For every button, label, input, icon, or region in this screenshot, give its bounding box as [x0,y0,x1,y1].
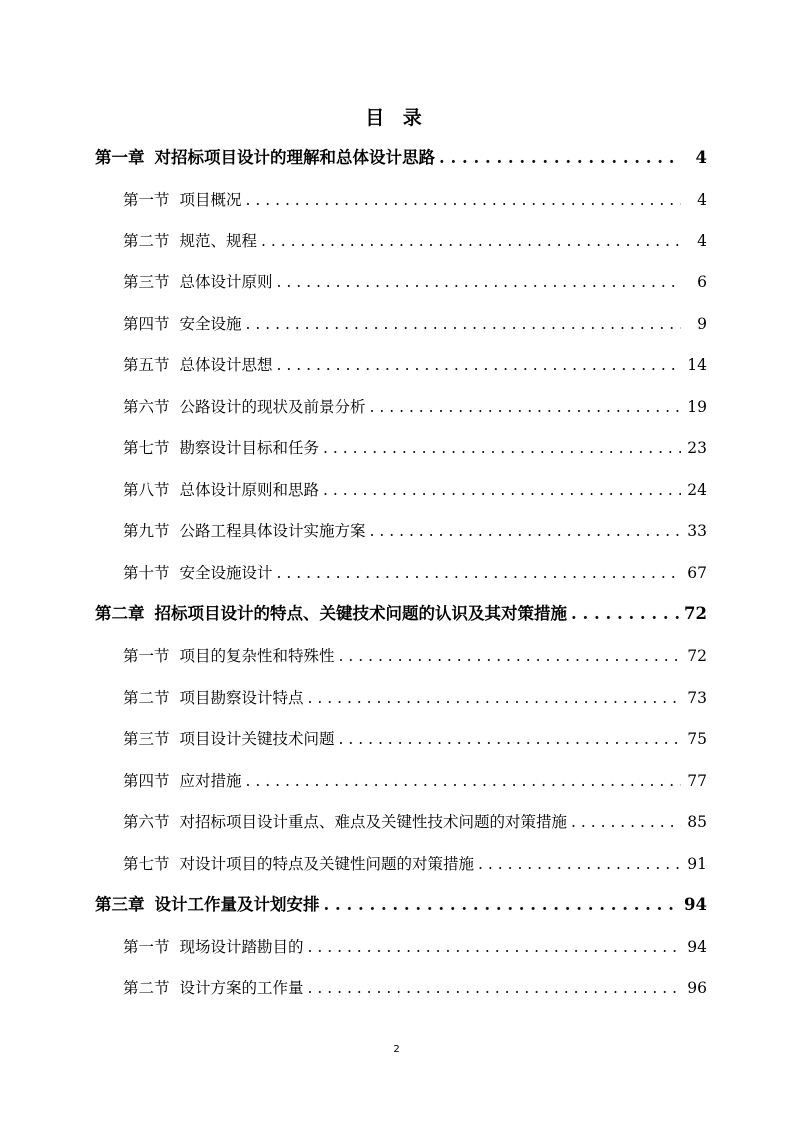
toc-entry-page: 24 [687,481,707,499]
dot-leader [246,311,681,337]
toc-entry-page: 94 [687,938,707,956]
toc-entry-page: 77 [687,772,707,790]
dot-leader [246,768,681,794]
dot-leader [308,685,681,711]
toc-entry-page: 72 [687,647,707,665]
toc-entry-section[interactable] [123,934,707,960]
toc-entry-number: 第一节 [123,191,170,209]
dot-leader [277,352,681,378]
toc-entry-page: 73 [687,689,707,707]
toc-entry-title: 项目设计关键技术问题 [179,730,335,748]
toc-entry-page: 4 [697,232,707,250]
toc-entry-number: 第一章 [95,148,145,167]
toc-entry-page: 85 [687,813,707,831]
dot-leader [339,643,681,669]
toc-entry-page: 19 [687,398,707,416]
toc-entry-section[interactable] [123,560,707,586]
toc-entry-section[interactable] [123,809,707,835]
dot-leader [439,145,681,171]
toc-entry-title: 招标项目设计的特点、关键技术问题的认识及其对策措施 [154,604,567,623]
toc-title: 目 录 [365,107,428,129]
toc-entry-number: 第二节 [123,979,170,997]
toc-entry-section[interactable] [123,311,707,337]
toc-entry-section[interactable] [123,768,707,794]
toc-entry-number: 第八节 [123,481,170,499]
toc-entry-number: 第三节 [123,273,170,291]
toc-entry-title: 规范、规程 [179,232,258,250]
dot-leader [478,851,681,877]
toc-entry-number: 第四节 [123,315,170,333]
dot-leader [323,435,681,461]
dot-leader [571,601,680,627]
toc-entry-page: 4 [697,191,707,209]
toc-entry-number: 第二节 [123,689,170,707]
toc-entry-title: 项目勘察设计特点 [179,689,304,707]
toc-entry-page: 67 [687,564,707,582]
toc-entry-number: 第七节 [123,855,170,873]
toc-entry-page: 75 [687,730,707,748]
page-number: 2 [393,1044,400,1055]
toc-entry-section[interactable] [123,394,707,420]
toc-entry-number: 第三章 [95,895,145,914]
toc-entry-page: 91 [687,855,707,873]
toc-entry-section[interactable] [123,352,707,378]
toc-entry-number: 第一节 [123,938,170,956]
toc-entry-section[interactable] [123,228,707,254]
toc-entry-title: 公路工程具体设计实施方案 [179,522,366,540]
toc-entry-page: 33 [687,522,707,540]
toc-entry-number: 第二节 [123,232,170,250]
toc-entry-number: 第九节 [123,522,170,540]
toc-entry-section[interactable] [123,187,707,213]
dot-leader [370,394,681,420]
toc-entry-page: 23 [687,439,707,457]
toc-entry-title: 设计方案的工作量 [179,979,304,997]
toc-entry-page: 96 [687,979,707,997]
dot-leader [571,809,681,835]
toc-entry-page: 9 [697,315,707,333]
dot-leader [277,560,681,586]
dot-leader [339,726,681,752]
toc-entry-number: 第七节 [123,439,170,457]
toc-entry-number: 第四节 [123,772,170,790]
dot-leader [308,975,681,1001]
toc-entry-section[interactable] [123,685,707,711]
toc-entry-number: 第三节 [123,730,170,748]
toc-entry-chapter[interactable] [95,145,707,171]
toc-entry-page: 94 [684,895,707,914]
dot-leader [261,228,681,254]
toc-entry-section[interactable] [123,435,707,461]
dot-leader [324,892,681,918]
toc-entry-number: 第六节 [123,813,170,831]
toc-entry-section[interactable] [123,518,707,544]
toc-entry-number: 第一节 [123,647,170,665]
toc-entry-title: 项目概况 [179,191,242,209]
toc-entry-number: 第二章 [95,604,145,623]
toc-entry-title: 对招标项目设计的理解和总体设计思路 [154,148,435,167]
toc-entry-section[interactable] [123,477,707,503]
dot-leader [370,518,681,544]
toc-entry-page: 14 [687,356,707,374]
toc-entry-page: 72 [684,604,707,623]
toc-entry-section[interactable] [123,975,707,1001]
toc-entry-page: 6 [697,273,707,291]
toc-entry-number: 第五节 [123,356,170,374]
toc-entry-title: 设计工作量及计划安排 [154,895,320,914]
toc-entry-section[interactable] [123,851,707,877]
toc-entry-title: 项目的复杂性和特殊性 [179,647,335,665]
toc-entry-title: 对招标项目设计重点、难点及关键性技术问题的对策措施 [179,813,568,831]
toc-entry-section[interactable] [123,726,707,752]
toc-entry-section[interactable] [123,643,707,669]
toc-entry-title: 对设计项目的特点及关键性问题的对策措施 [179,855,475,873]
toc-entry-title: 勘察设计目标和任务 [179,439,320,457]
toc-entry-section[interactable] [123,269,707,295]
toc-entry-number: 第六节 [123,398,170,416]
dot-leader [308,934,681,960]
toc-entry-title: 现场设计踏勘目的 [179,938,304,956]
toc-entry-title: 公路设计的现状及前景分析 [179,398,366,416]
toc-entry-title: 安全设施 [179,315,242,333]
dot-leader [246,187,681,213]
toc-entry-title: 总体设计原则和思路 [179,481,320,499]
toc-entry-chapter[interactable] [95,601,707,627]
dot-leader [323,477,681,503]
toc-entry-page: 4 [695,148,707,167]
dot-leader [277,269,681,295]
toc-entry-title: 总体设计原则 [179,273,273,291]
toc-entry-chapter[interactable] [95,892,707,918]
toc-entry-title: 安全设施设计 [179,564,273,582]
toc-entry-title: 应对措施 [179,772,242,790]
toc-entry-title: 总体设计思想 [179,356,273,374]
toc-entry-number: 第十节 [123,564,170,582]
